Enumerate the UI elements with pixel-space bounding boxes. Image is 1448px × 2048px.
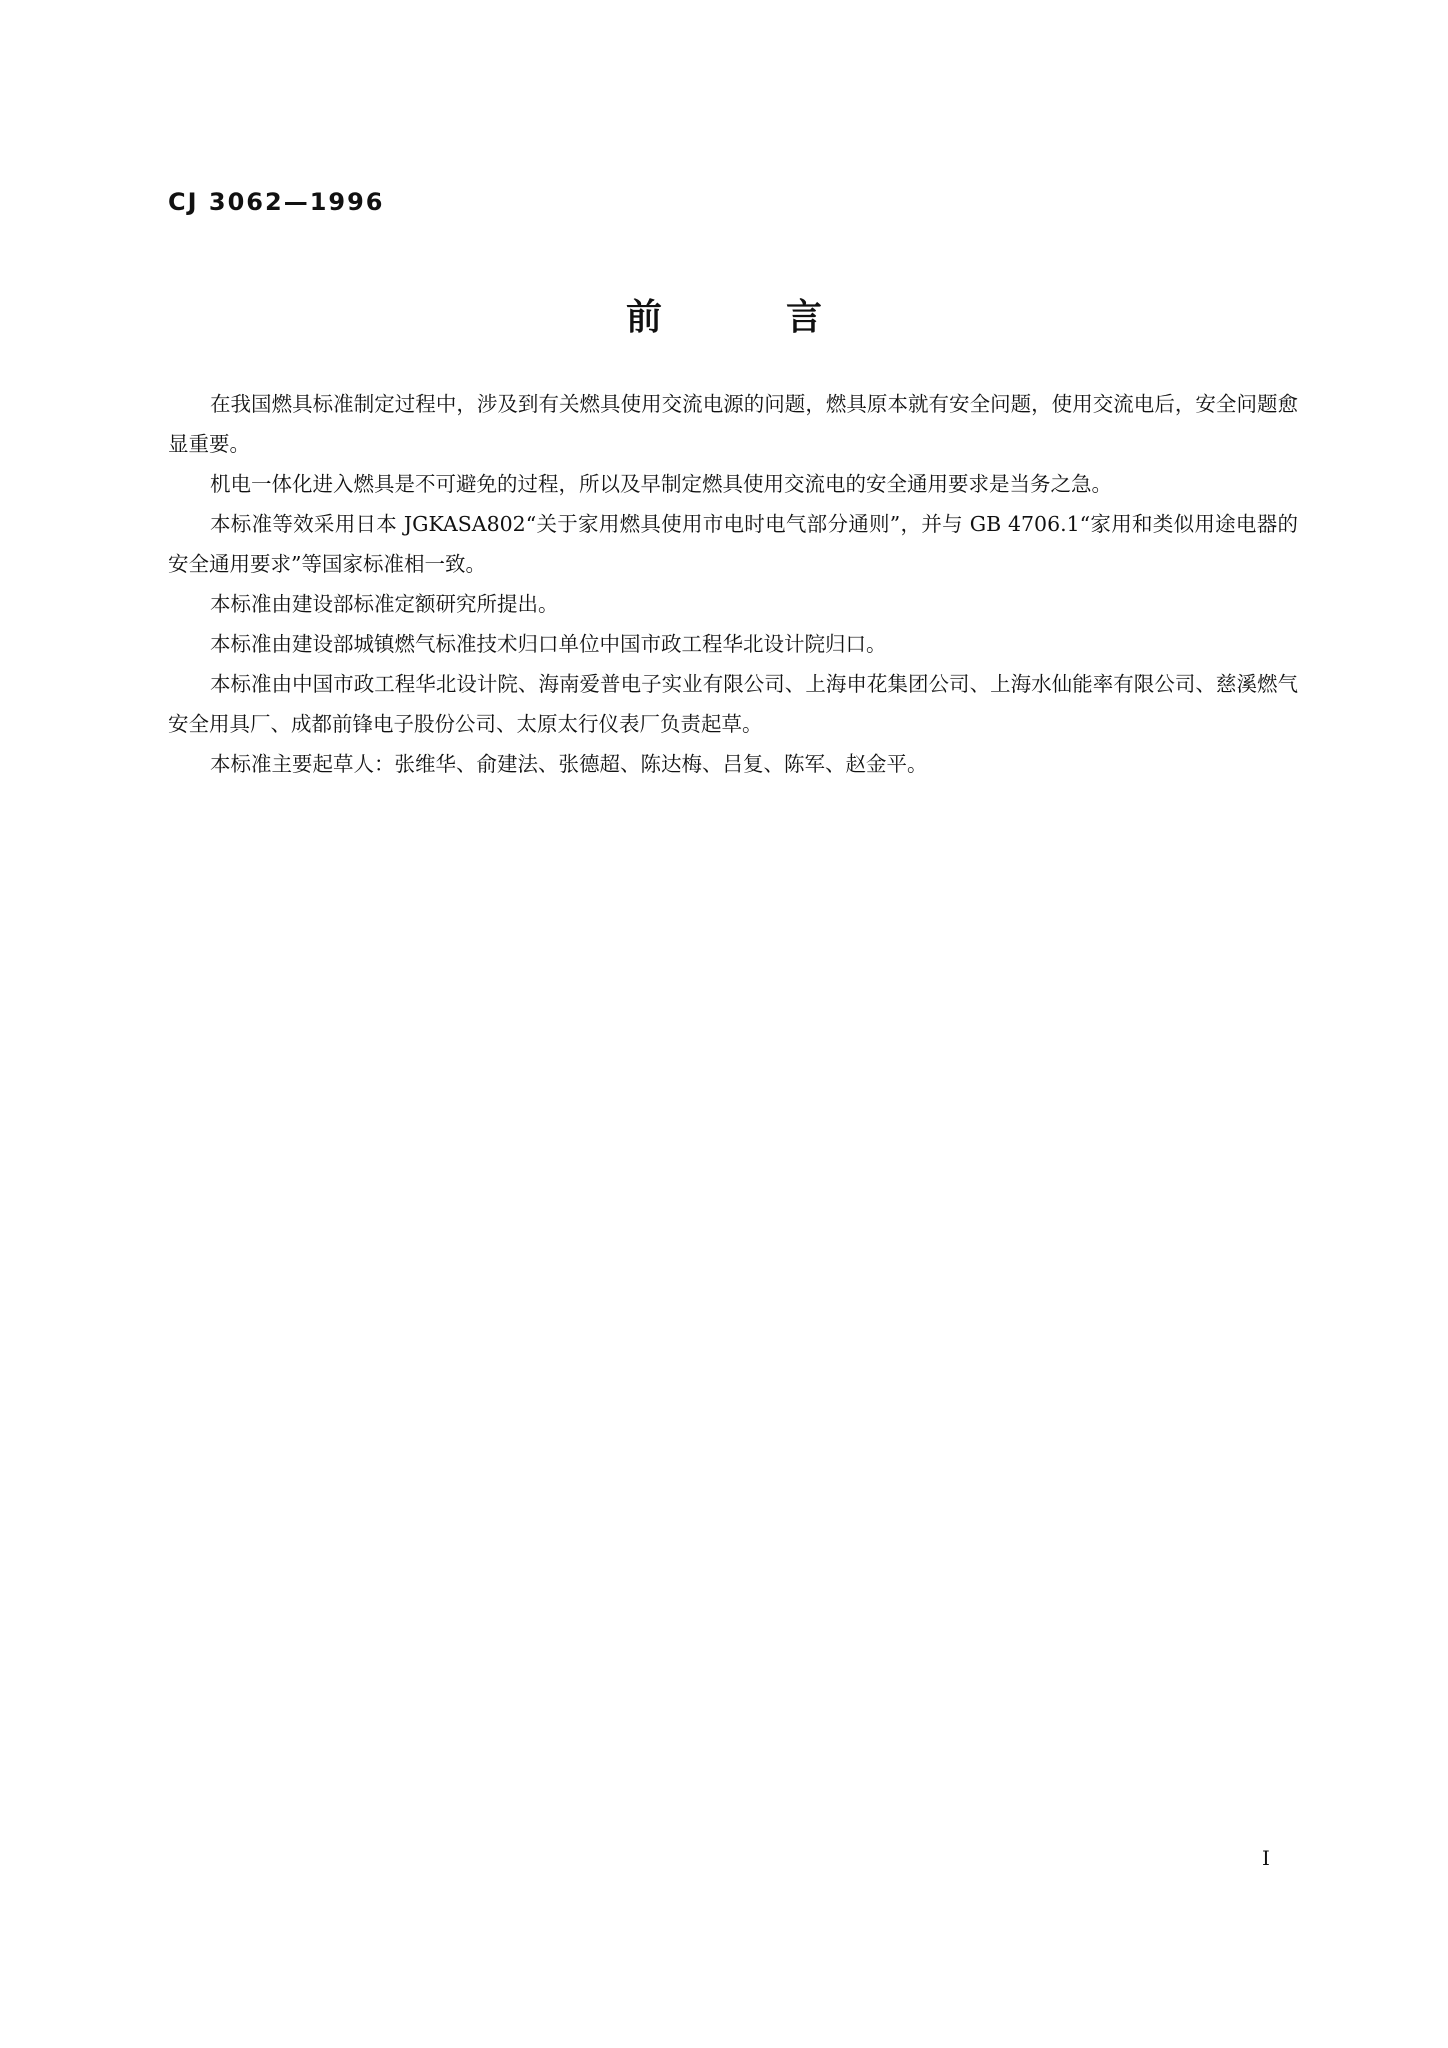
- paragraph: 在我国燃具标准制定过程中，涉及到有关燃具使用交流电源的问题，燃具原本就有安全问题，使用交流电后，安全问题愈显重要。: [168, 392, 1298, 456]
- paragraph: 机电一体化进入燃具是不可避免的过程，所以及早制定燃具使用交流电的安全通用要求是当务之急。: [210, 472, 1112, 496]
- paragraph: 本标准等效采用日本 JGKASA802“关于家用燃具使用市电时电气部分通则”，并与 GB 4706.1“家用和类似用途电器的安全通用要求”等国家标准相一致。: [168, 512, 1298, 576]
- title-char-1: 前: [625, 297, 662, 338]
- paragraph: 本标准由中国市政工程华北设计院、海南爱普电子实业有限公司、上海申花集团公司、上海水仙能率有限公司、慈溪燃气安全用具厂、成都前锋电子股份公司、太原太行仪表厂负责起草。: [168, 672, 1298, 736]
- paragraph: 本标准由建设部标准定额研究所提出。: [210, 592, 559, 616]
- page-number: I: [1262, 1846, 1270, 1870]
- title-char-2: 言: [786, 297, 823, 338]
- page-title: [0, 296, 1448, 340]
- paragraph: 本标准由建设部城镇燃气标准技术归口单位中国市政工程华北设计院归口。: [210, 632, 887, 656]
- foreword-body: [168, 384, 1298, 784]
- paragraph: 本标准主要起草人：张维华、俞建法、张德超、陈达梅、吕复、陈军、赵金平。: [210, 752, 928, 776]
- standard-code: CJ 3062—1996: [168, 188, 385, 216]
